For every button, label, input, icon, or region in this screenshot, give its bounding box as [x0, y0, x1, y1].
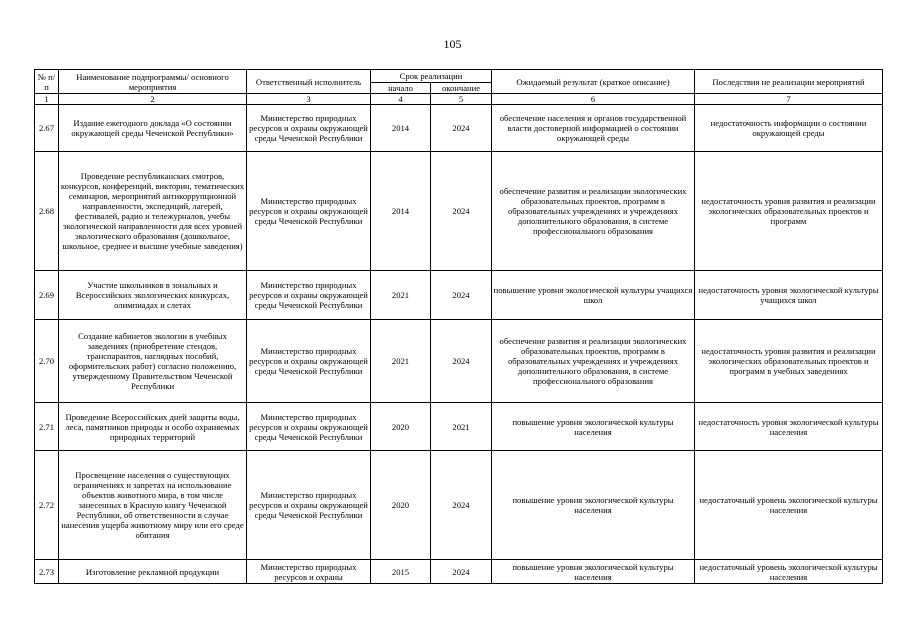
row-start: 2014: [371, 105, 431, 152]
row-start: 2021: [371, 320, 431, 403]
row-result: повышение уровня экологической культуры учащихся школ: [492, 271, 695, 320]
row-start: 2014: [371, 152, 431, 271]
row-result: повышение уровня экологической культуры населения: [492, 560, 695, 584]
col-number: 2: [59, 94, 247, 105]
row-number: 2.70: [35, 320, 59, 403]
col-number: 1: [35, 94, 59, 105]
row-name: Участие школьников в зональных и Всероссийских экологических конкурсах, олимпиадах и слетах: [59, 271, 247, 320]
row-executor: Министерство природных ресурсов и охраны окружающей среды Чеченской Республики: [247, 271, 371, 320]
row-consequences: недостаточность уровня развития и реализации экологических образовательных проектов и программ: [695, 152, 883, 271]
row-name: Изготовление рекламной продукции: [59, 560, 247, 584]
row-executor: Министерство природных ресурсов и охраны окружающей среды Чеченской Республики: [247, 105, 371, 152]
row-result: повышение уровня экологической культуры населения: [492, 451, 695, 560]
header-num: № п/п: [35, 70, 59, 94]
col-number: 3: [247, 94, 371, 105]
header-executor: Ответственный исполнитель: [247, 70, 371, 94]
row-start: 2021: [371, 271, 431, 320]
header-start: начало: [371, 83, 431, 94]
row-start: 2020: [371, 403, 431, 451]
col-number: 5: [431, 94, 492, 105]
row-result: повышение уровня экологической культуры населения: [492, 403, 695, 451]
row-start: 2015: [371, 560, 431, 584]
row-end: 2024: [431, 271, 492, 320]
row-consequences: недостаточность уровня развития и реализации экологических образовательных проектов и программ в учебных заведениях: [695, 320, 883, 403]
row-end: 2024: [431, 152, 492, 271]
row-consequences: недостаточность информации о состоянии окружающей среды: [695, 105, 883, 152]
measures-table: [34, 69, 883, 584]
row-number: 2.71: [35, 403, 59, 451]
row-name: Создание кабинетов экологии в учебных заведениях (приобретение стендов, транспарантов, наглядных пособий, оформительских работ) согласно положению, утвержденному Правительством Чеченской Республики: [59, 320, 247, 403]
row-consequences: недостаточный уровень экологической культуры населения: [695, 560, 883, 584]
row-consequences: недостаточный уровень экологической культуры населения: [695, 451, 883, 560]
header-result: Ожидаемый результат (краткое описание): [492, 70, 695, 94]
row-end: 2024: [431, 560, 492, 584]
row-consequences: недостаточность уровня экологической культуры населения: [695, 403, 883, 451]
table-row: [35, 560, 883, 584]
header-name: Наименование подпрограммы/ основного мероприятия: [59, 70, 247, 94]
header-period: Срок реализации: [371, 70, 492, 83]
row-result: обеспечение развития и реализации экологических образовательных проектов, программ в образовательных учреждениях и учреждениях дополнительного образования, в системе профессионального образования: [492, 320, 695, 403]
table-row: [35, 320, 883, 403]
row-executor: Министерство природных ресурсов и охраны: [247, 560, 371, 584]
table-row: [35, 451, 883, 560]
row-end: 2024: [431, 451, 492, 560]
header-consequences: Последствия не реализации мероприятий: [695, 70, 883, 94]
row-executor: Министерство природных ресурсов и охраны окружающей среды Чеченской Республики: [247, 451, 371, 560]
table-row: [35, 403, 883, 451]
row-number: 2.69: [35, 271, 59, 320]
row-result: обеспечение населения и органов государственной власти достоверной информацией о состоянии окружающей среды: [492, 105, 695, 152]
row-end: 2021: [431, 403, 492, 451]
row-number: 2.73: [35, 560, 59, 584]
row-executor: Министерство природных ресурсов и охраны окружающей среды Чеченской Республики: [247, 320, 371, 403]
row-executor: Министерство природных ресурсов и охраны окружающей среды Чеченской Республики: [247, 152, 371, 271]
col-number: 4: [371, 94, 431, 105]
table-row: [35, 105, 883, 152]
row-executor: Министерство природных ресурсов и охраны окружающей среды Чеченской Республики: [247, 403, 371, 451]
row-name: Просвещение населения о существующих ограничениях и запретах на использование объектов животного мира, в том числе занесенных в Красную книгу Чеченской Республики, об ответственности в случае нанесения ущерба животному миру или его среде обитания: [59, 451, 247, 560]
page-number: 105: [443, 37, 462, 51]
table-row: [35, 152, 883, 271]
row-number: 2.67: [35, 105, 59, 152]
row-start: 2020: [371, 451, 431, 560]
header-end: окончание: [431, 83, 492, 94]
col-number: 6: [492, 94, 695, 105]
row-number: 2.68: [35, 152, 59, 271]
row-consequences: недостаточность уровня экологической культуры учащихся школ: [695, 271, 883, 320]
row-name: Проведение Всероссийских дней защиты воды, леса, памятников природы и особо охраняемых природных территорий: [59, 403, 247, 451]
col-number: 7: [695, 94, 883, 105]
row-end: 2024: [431, 320, 492, 403]
row-result: обеспечение развития и реализации экологических образовательных проектов, программ в образовательных учреждениях и учреждениях дополнительного образования, в системе профессионального образования: [492, 152, 695, 271]
row-name: Проведение республиканских смотров, конкурсов, конференций, викторин, тематических семинаров, мероприятий антикоррупционной направленности, экспедиций, лагерей, фестивалей, радио и тележурналов, учебы экологической направленности для всех уровней экологического образования (дошкольное, школьное, среднее и высшие учебные заведения): [59, 152, 247, 271]
row-number: 2.72: [35, 451, 59, 560]
row-end: 2024: [431, 105, 492, 152]
table-row: [35, 271, 883, 320]
row-name: Издание ежегодного доклада «О состоянии окружающей среды Чеченской Республики»: [59, 105, 247, 152]
